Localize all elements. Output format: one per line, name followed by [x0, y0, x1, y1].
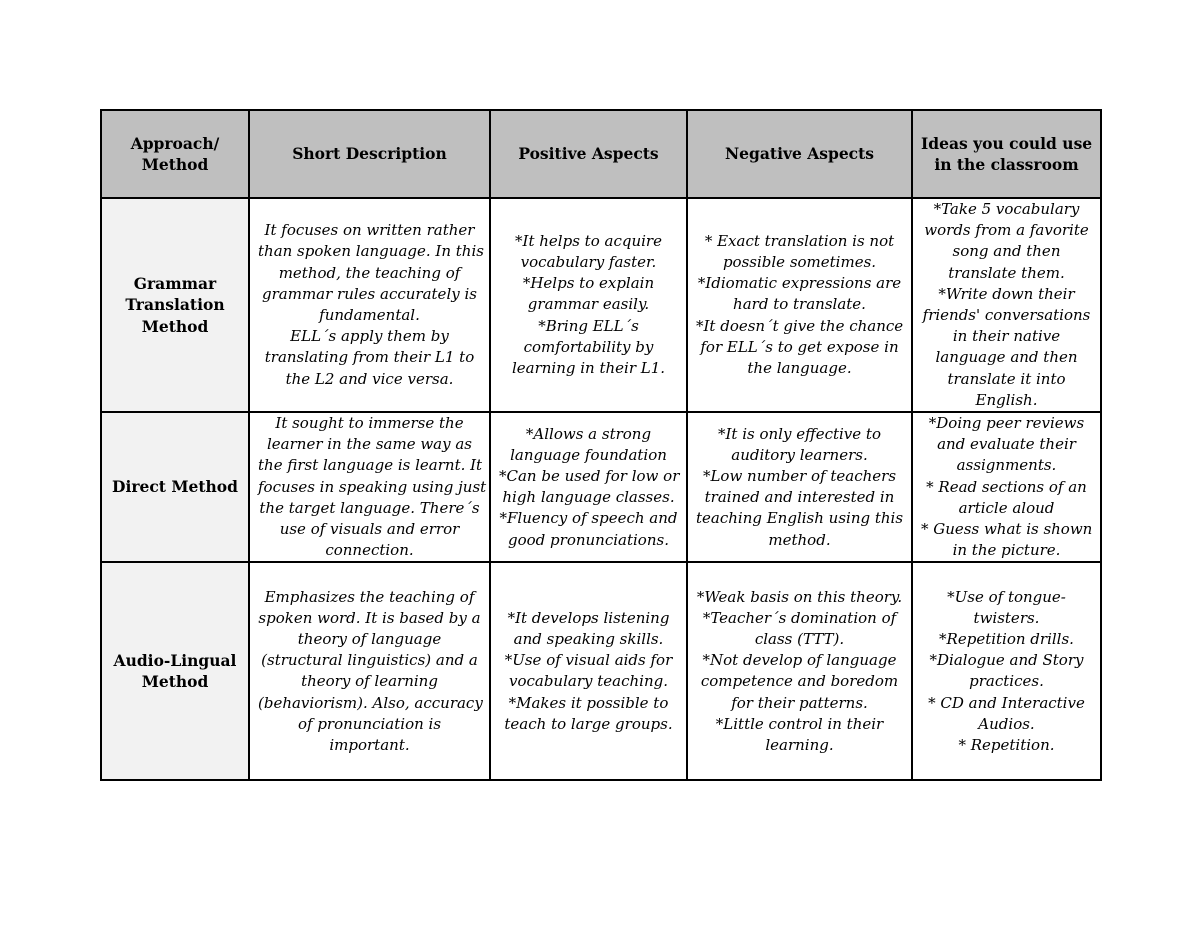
cell-line: of pronunciation is: [297, 714, 442, 733]
cell-line: hard to translate.: [733, 295, 866, 314]
cell-line: vocabulary faster.: [520, 253, 657, 271]
cell-line: language foundation: [510, 445, 667, 464]
header-negative-aspects: [687, 110, 912, 198]
cell-line: theory of learning: [301, 672, 438, 691]
cell-line: the first language is learnt. It: [258, 456, 483, 475]
cell-line: *It doesn´t give the chance: [696, 316, 904, 335]
cell-line: grammar rules accurately is: [262, 284, 477, 303]
description-cell: [249, 198, 490, 412]
row-label-cell: [101, 198, 249, 412]
classroom-ideas-cell: [912, 412, 1101, 562]
table-row: [101, 198, 1101, 412]
cell-line: *Helps to explain: [522, 274, 655, 293]
methods-comparison-table: [100, 109, 1102, 781]
header-row: [101, 110, 1101, 198]
cell-line: learner in the same way as: [267, 435, 472, 454]
cell-line: It focuses on written rather: [264, 221, 475, 240]
cell-line: and speaking skills.: [513, 630, 664, 649]
negative-aspects-cell: [687, 562, 912, 780]
positive-aspects-cell: [490, 412, 687, 562]
cell-line: theory of language: [297, 630, 442, 649]
cell-line: *Doing peer reviews: [928, 414, 1085, 433]
negative-aspects-cell: [687, 412, 912, 562]
cell-line: possible sometimes.: [722, 253, 877, 271]
cell-line: It sought to immerse the: [275, 414, 464, 433]
cell-line: competence and boredom: [700, 672, 899, 691]
cell-line: * Exact translation is not: [704, 231, 895, 250]
row-label-cell: [101, 562, 249, 780]
cell-line: method.: [768, 530, 831, 549]
cell-line: learning in their L1.: [511, 359, 666, 378]
cell-line: twisters.: [973, 608, 1040, 627]
header-short-description: [249, 110, 490, 198]
cell-line: in their native: [952, 327, 1061, 346]
cell-line: *It develops listening: [507, 608, 670, 627]
cell-line: *Allows a strong: [525, 424, 652, 443]
cell-line: * CD and Interactive: [928, 693, 1085, 712]
classroom-ideas-cell: [912, 198, 1101, 412]
positive-aspects-cell: [490, 198, 687, 412]
cell-line: good pronunciations.: [508, 530, 669, 549]
cell-line: the language.: [747, 359, 852, 378]
cell-line: *Makes it possible to: [508, 693, 669, 712]
cell-line: the target language. There´s: [259, 498, 480, 517]
cell-line: *It is only effective to: [717, 424, 881, 443]
header-classroom-ideas: [912, 110, 1101, 198]
cell-line: teach to large groups.: [504, 714, 673, 733]
cell-line: and evaluate their: [937, 435, 1076, 454]
header-line: Positive Aspects: [518, 144, 659, 164]
cell-line: *Repetition drills.: [939, 630, 1074, 649]
header-line: Negative Aspects: [725, 144, 874, 164]
cell-line: * Repetition.: [958, 736, 1055, 755]
description-cell: [249, 562, 490, 780]
cell-line: (structural linguistics) and a: [261, 651, 478, 670]
cell-line: in the picture.: [952, 541, 1061, 560]
cell-line: * Guess what is shown: [921, 520, 1093, 539]
cell-line: translate it into: [947, 369, 1066, 388]
cell-line: connection.: [325, 541, 414, 560]
cell-line: class (TTT).: [754, 630, 845, 649]
cell-line: language and then: [935, 348, 1078, 367]
cell-line: friends' conversations: [922, 306, 1091, 325]
cell-line: fundamental.: [319, 306, 420, 325]
cell-line: translate them.: [948, 263, 1065, 282]
cell-line: Method: [141, 316, 209, 336]
cell-line: trained and interested in: [704, 488, 895, 507]
negative-aspects-cell: [687, 198, 912, 412]
header-approach-method: [101, 110, 249, 198]
cell-line: *Dialogue and Story: [929, 651, 1084, 670]
cell-line: *Little control in their: [715, 714, 884, 733]
cell-line: practices.: [969, 672, 1044, 691]
cell-line: grammar easily.: [527, 295, 650, 314]
cell-line: translating from their L1 to: [264, 348, 475, 367]
cell-line: *Use of tongue-: [947, 587, 1066, 606]
description-cell: [249, 412, 490, 562]
cell-line: English.: [975, 390, 1038, 409]
cell-line: *Can be used for low or: [499, 467, 680, 486]
cell-line: *It helps to acquire: [515, 231, 662, 250]
cell-line: *Write down their: [938, 284, 1075, 303]
cell-line: ELL´s apply them by: [290, 327, 449, 346]
cell-line: method, the teaching of: [278, 263, 461, 282]
cell-line: for ELL´s to get expose in: [700, 337, 899, 356]
cell-line: words from a favorite: [924, 221, 1089, 240]
cell-line: article aloud: [958, 498, 1055, 517]
cell-line: Audios.: [978, 714, 1035, 733]
cell-line: the L2 and vice versa.: [285, 369, 454, 388]
table-row: [101, 412, 1101, 562]
row-label-cell: [101, 412, 249, 562]
cell-line: assignments.: [956, 456, 1057, 475]
cell-line: Direct Method: [112, 477, 238, 497]
header-positive-aspects: [490, 110, 687, 198]
table-body: [101, 198, 1101, 780]
cell-line: Method: [141, 672, 209, 692]
header-line: Ideas you could use: [921, 133, 1093, 153]
cell-line: Grammar: [133, 273, 217, 293]
cell-line: focuses in speaking using just: [258, 477, 487, 496]
cell-line: Audio-Lingual: [113, 650, 237, 670]
cell-line: *Fluency of speech and: [499, 509, 678, 528]
cell-line: *Idiomatic expressions are: [697, 274, 902, 293]
cell-line: *Not develop of language: [702, 651, 897, 670]
header-line: in the classroom: [934, 155, 1079, 174]
cell-line: vocabulary teaching.: [508, 672, 668, 691]
cell-line: Translation: [125, 295, 225, 315]
cell-line: *Low number of teachers: [702, 467, 897, 486]
table-row: [101, 562, 1101, 780]
positive-aspects-cell: [490, 562, 687, 780]
header-line: Short Description: [292, 144, 447, 164]
classroom-ideas-cell: [912, 562, 1101, 780]
cell-line: *Weak basis on this theory.: [696, 587, 903, 606]
cell-line: * Read sections of an: [926, 477, 1087, 496]
cell-line: teaching English using this: [696, 509, 904, 528]
cell-line: *Use of visual aids for: [504, 651, 673, 670]
header-line: Method: [141, 155, 209, 174]
cell-line: important.: [329, 736, 410, 755]
cell-line: *Bring ELL´s: [538, 316, 639, 335]
header-line: Approach/: [130, 133, 220, 153]
cell-line: spoken word. It is based by a: [258, 608, 481, 627]
cell-line: learning.: [765, 736, 834, 755]
cell-line: song and then: [952, 242, 1061, 261]
cell-line: high language classes.: [502, 488, 675, 507]
cell-line: than spoken language. In this: [258, 242, 484, 261]
cell-line: (behaviorism). Also, accuracy: [258, 693, 483, 712]
cell-line: for their patterns.: [731, 693, 868, 712]
cell-line: *Teacher´s domination of: [702, 608, 897, 627]
cell-line: auditory learners.: [731, 445, 868, 464]
cell-line: Emphasizes the teaching of: [264, 587, 475, 606]
cell-line: comfortability by: [523, 337, 654, 356]
cell-line: *Take 5 vocabulary: [933, 200, 1080, 218]
cell-line: use of visuals and error: [279, 520, 460, 539]
